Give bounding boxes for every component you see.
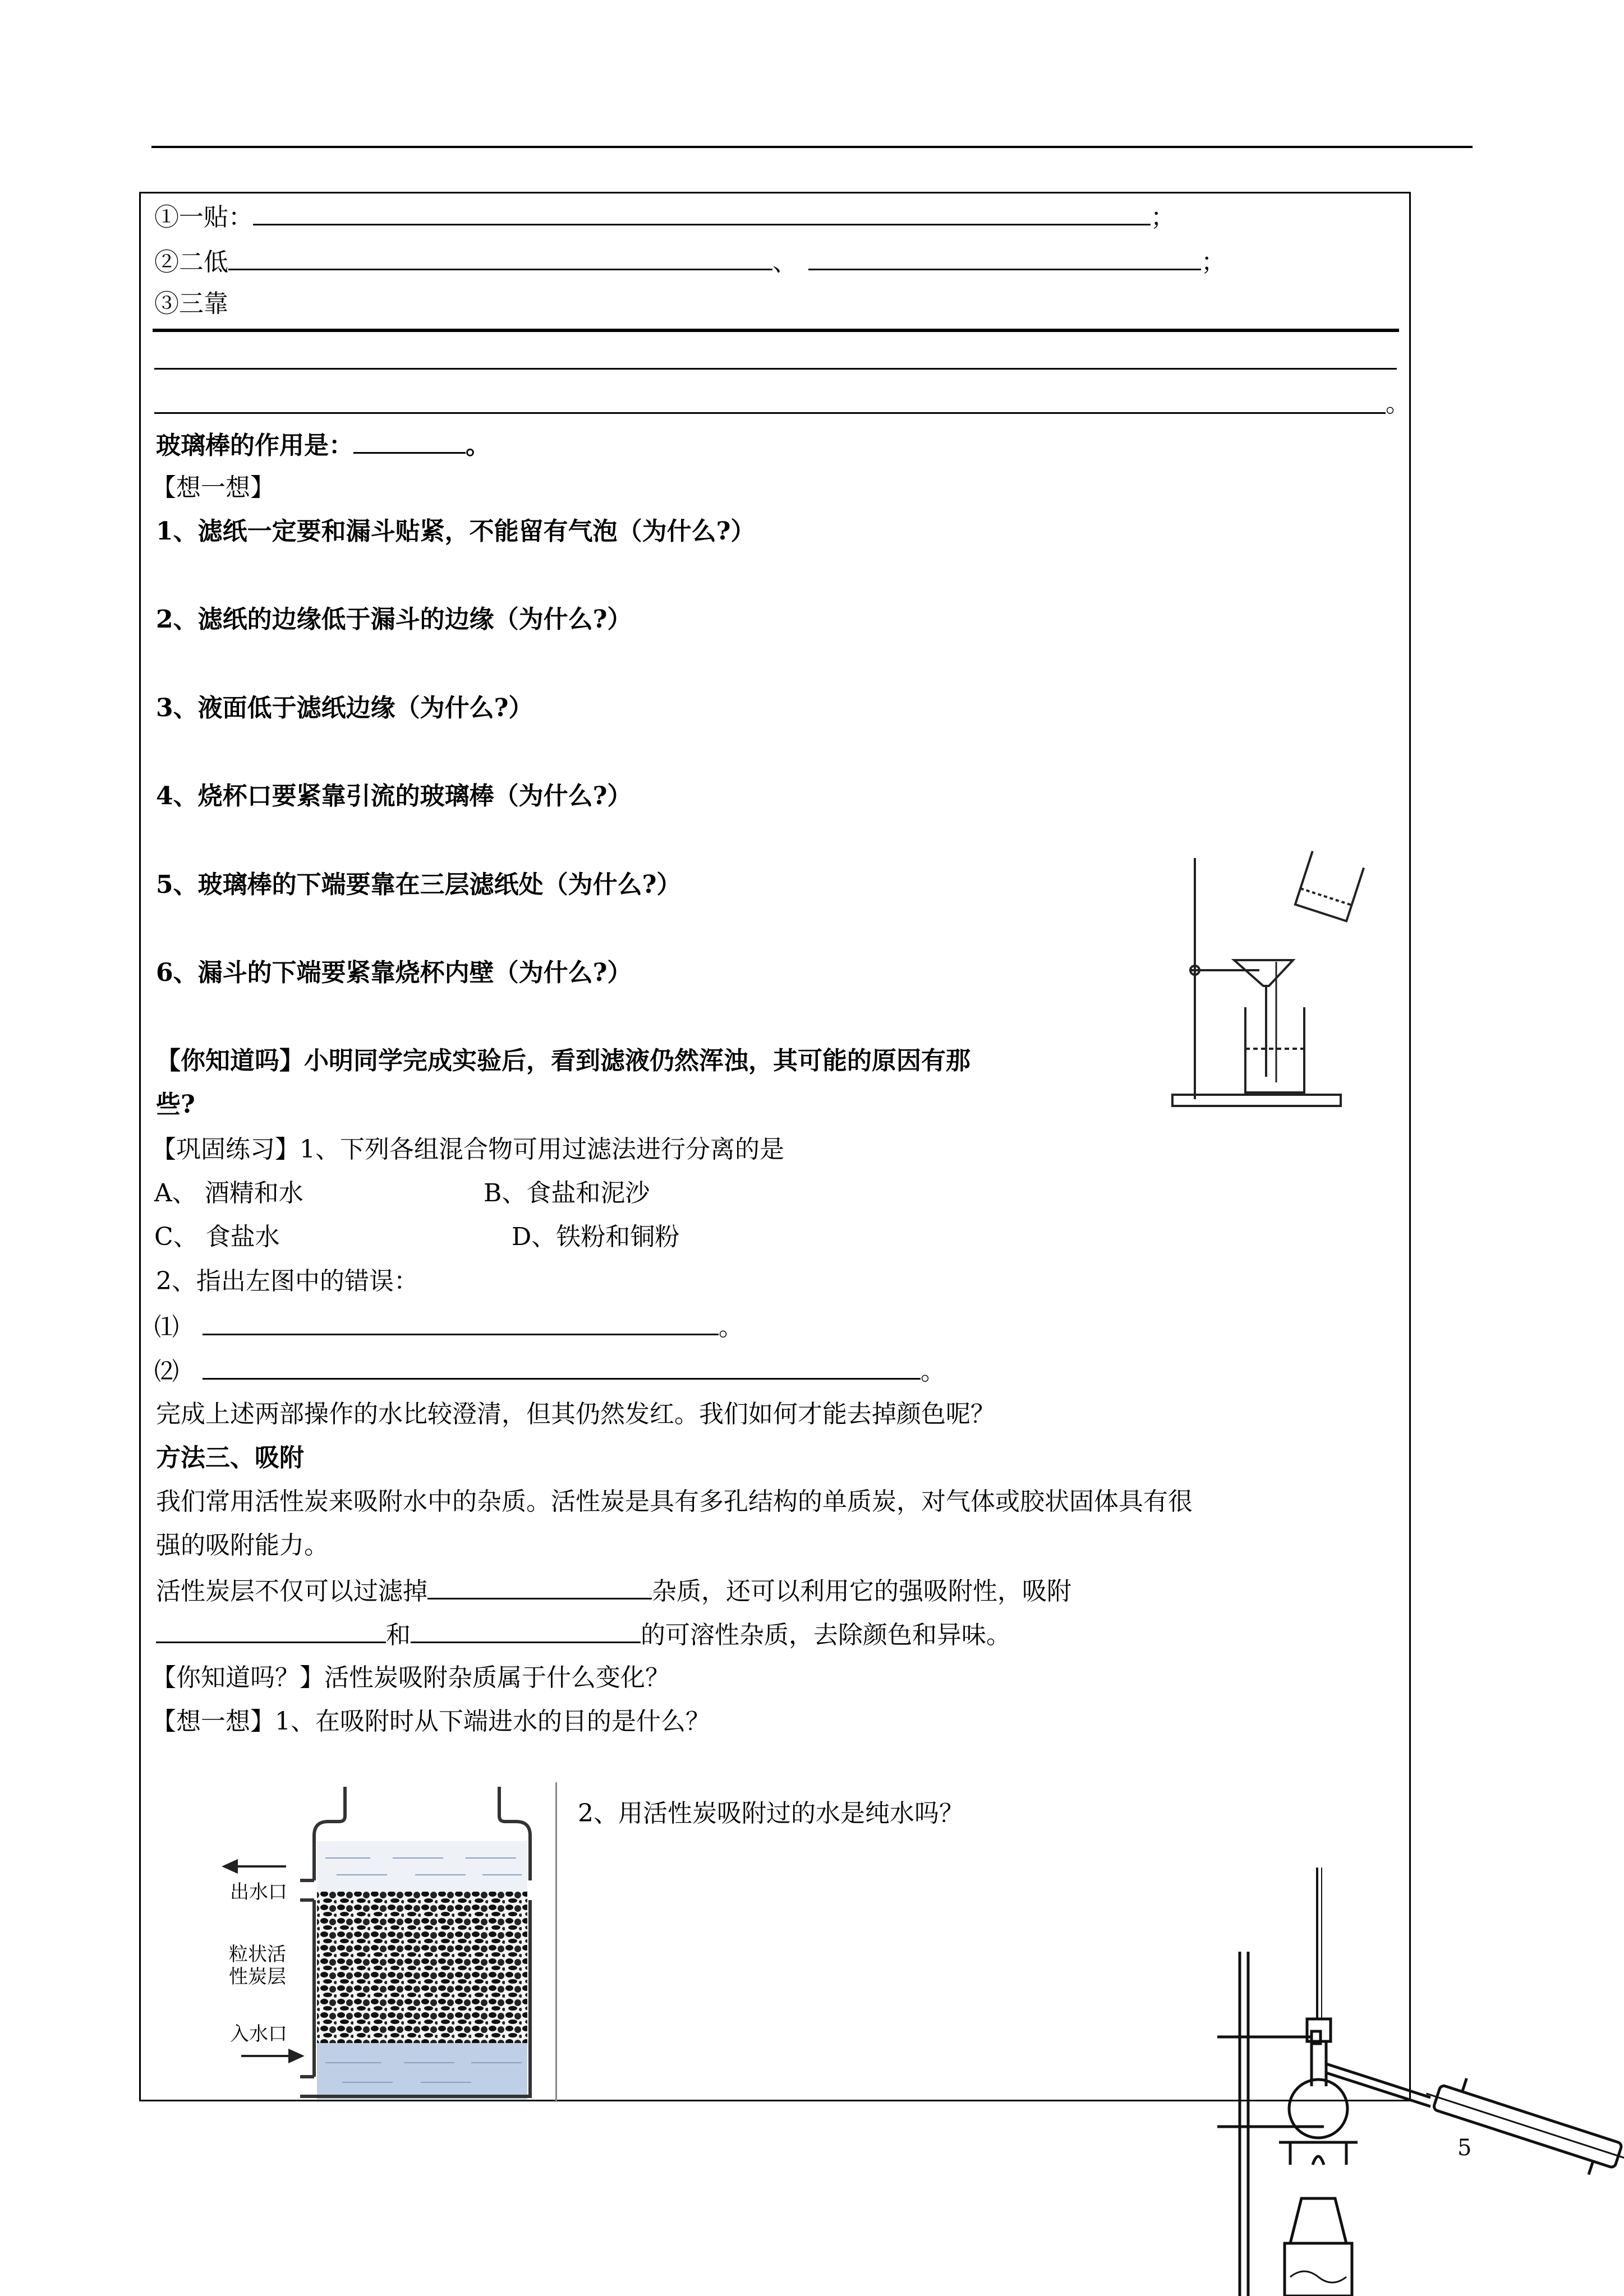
- section-title: 方法三、吸附: [156, 1444, 304, 1472]
- think-question: 6、漏斗的下端要紧靠烧杯内壁（为什么?）: [156, 958, 632, 987]
- think-question: 1、滤纸一定要和漏斗贴紧，不能留有气泡（为什么?）: [156, 517, 756, 546]
- rule-one-line: ①一贴： ；: [154, 199, 1175, 234]
- option-a[interactable]: A、 酒精和水: [154, 1179, 303, 1207]
- glass-rod-line: 玻璃棒的作用是： 。: [156, 427, 490, 463]
- carbon-filter-diagram: [202, 1782, 555, 2102]
- think-question: 3、液面低于滤纸边缘（为什么?）: [156, 694, 533, 722]
- think-question: 【想一想】1、在吸附时从下端进水的目的是什么？: [151, 1707, 710, 1736]
- think-question: 2、滤纸的边缘低于漏斗的边缘（为什么?）: [156, 605, 632, 634]
- carbon-layer-label: 性炭层: [229, 1966, 286, 1988]
- carbon-filter-figure: [202, 1782, 557, 2102]
- fill-blank[interactable]: [427, 1573, 652, 1599]
- paragraph-line: 我们常用活性炭来吸附水中的杂质。活性炭是具有多孔结构的单质炭，对气体或胶状固体具有很: [156, 1487, 1193, 1516]
- answer-line[interactable]: [154, 368, 1397, 370]
- fill-blank[interactable]: [228, 244, 772, 270]
- fill-blank[interactable]: [203, 1309, 719, 1335]
- rule-three-line: ③三靠: [154, 289, 228, 318]
- know-question: 【你知道吗？】活性炭吸附杂质属于什么变化？: [151, 1663, 670, 1692]
- answer-line[interactable]: [154, 412, 1386, 414]
- option-d[interactable]: D、铁粉和铜粉: [512, 1223, 680, 1251]
- think-heading: 【想一想】: [151, 473, 275, 502]
- paragraph-line: 活性炭层不仅可以过滤掉 杂质，还可以利用它的强吸附性，吸附: [156, 1573, 1071, 1608]
- know-question: 【你知道吗】小明同学完成实验后，看到滤液仍然浑浊，其可能的原因有那: [156, 1046, 970, 1075]
- rule-two-line: ②二低 、 ；: [154, 244, 1226, 279]
- paragraph-line: 强的吸附能力。: [156, 1531, 329, 1560]
- inlet-label: 入水口: [230, 2023, 287, 2045]
- answer-line-end: 。: [1386, 389, 1410, 418]
- filtration-apparatus-illustration: [1167, 836, 1380, 1116]
- option-b[interactable]: B、食盐和泥沙: [484, 1179, 650, 1207]
- practice-question: 【巩固练习】1、下列各组混合物可用过滤法进行分离的是: [151, 1135, 784, 1164]
- error-item-2: ⑵ 。: [154, 1353, 945, 1389]
- transition-text: 完成上述两部操作的水比较澄清，但其仍然发红。我们如何才能去掉颜色呢？: [156, 1400, 995, 1428]
- fill-blank[interactable]: [411, 1617, 641, 1643]
- distillation-apparatus-illustration: [1206, 1862, 1624, 2296]
- section-divider: [153, 329, 1399, 332]
- option-c[interactable]: C、 食盐水: [154, 1223, 280, 1251]
- think-question: 2、用活性炭吸附过的水是纯水吗？: [578, 1799, 964, 1828]
- think-question: 4、烧杯口要紧靠引流的玻璃棒（为什么?）: [156, 782, 632, 810]
- fill-blank[interactable]: [156, 1617, 386, 1643]
- fill-blank[interactable]: [353, 427, 466, 454]
- fill-blank[interactable]: [808, 244, 1201, 270]
- paragraph-line: 和 的可溶性杂质，去除颜色和异味。: [156, 1617, 1011, 1652]
- know-question-cont: 些?: [156, 1090, 195, 1119]
- fill-blank[interactable]: [203, 1353, 921, 1380]
- carbon-layer-label: 粒状活: [229, 1943, 286, 1966]
- fill-blank[interactable]: [253, 199, 1151, 225]
- think-question: 5、玻璃棒的下端要靠在三层滤纸处（为什么?）: [156, 870, 682, 899]
- practice-question: 2、指出左图中的错误：: [156, 1267, 418, 1295]
- outlet-label: 出水口: [230, 1881, 287, 1903]
- header-rule: [151, 146, 1473, 148]
- page-number: 5: [1457, 2135, 1472, 2161]
- error-item-1: ⑴ 。: [154, 1309, 743, 1344]
